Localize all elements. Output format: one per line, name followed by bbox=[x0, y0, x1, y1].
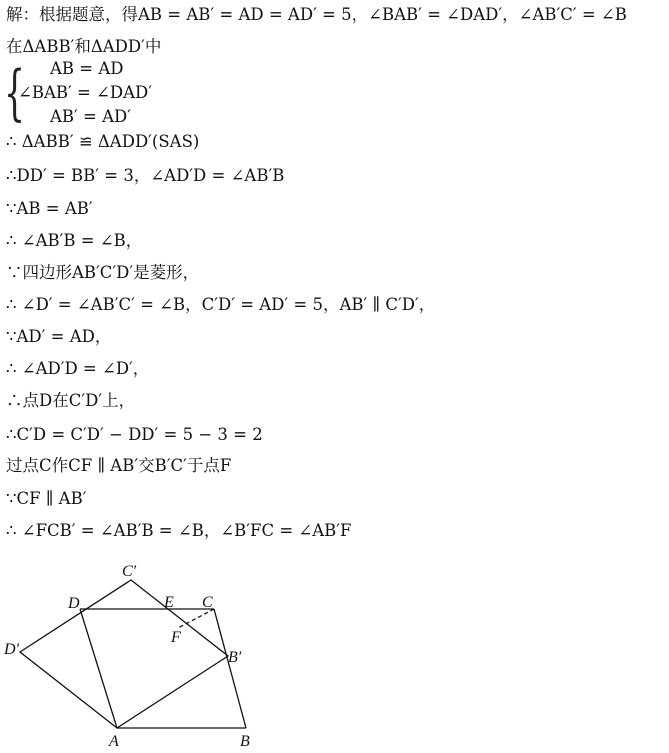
solution-line-11: ∴ ∠D′ = ∠AB′C′ = ∠B，C′D′ = AD′ = 5，AB′ ∥ C′D′， bbox=[6, 295, 436, 314]
solution-line-16: 过点C作CF ∥ AB′交B′C′于点F bbox=[6, 456, 232, 475]
geometry-diagram bbox=[0, 555, 280, 753]
system-brace: { bbox=[4, 58, 26, 128]
solution-line-2: 在ΔABB′和ΔADD′中 bbox=[6, 37, 162, 56]
segment-bc bbox=[214, 609, 246, 728]
rhombus-ab-prime-c-prime-d-prime bbox=[20, 580, 228, 728]
segment-cf-dashed bbox=[178, 609, 214, 628]
solution-line-15: ∴C′D = C′D′ − DD′ = 5 − 3 = 2 bbox=[6, 425, 263, 444]
solution-line-1: 解：根据题意，得AB = AB′ = AD = AD′ = 5，∠BAB′ = ∠DAD′，∠AB′C′ = ∠B bbox=[6, 5, 627, 24]
label-b: B bbox=[240, 733, 250, 750]
solution-line-7: ∴DD′ = BB′ = 3，∠AD′D = ∠AB′B bbox=[6, 166, 285, 185]
label-f: F bbox=[171, 629, 181, 646]
solution-line-4: ∠BAB′ = ∠DAD′ bbox=[18, 83, 152, 102]
solution-line-5: AB′ = AD′ bbox=[50, 107, 131, 126]
solution-line-6: ∴ ΔABB′ ≌ ΔADD′(SAS) bbox=[6, 132, 200, 151]
solution-line-3: AB = AD bbox=[50, 59, 124, 78]
label-d: D bbox=[68, 595, 80, 612]
label-c-prime: C′ bbox=[122, 563, 137, 580]
solution-line-17: ∵CF ∥ AB′ bbox=[6, 489, 87, 508]
solution-line-9: ∴ ∠AB′B = ∠B， bbox=[6, 231, 143, 250]
label-b-prime: B′ bbox=[228, 649, 242, 666]
solution-line-10: ∵四边形AB′C′D′是菱形， bbox=[6, 263, 200, 282]
solution-line-12: ∵AD′ = AD， bbox=[6, 327, 112, 346]
label-a: A bbox=[109, 733, 119, 750]
solution-line-8: ∵AB = AB′ bbox=[6, 199, 93, 218]
label-d-prime: D′ bbox=[4, 641, 20, 658]
solution-line-13: ∴ ∠AD′D = ∠D′， bbox=[6, 359, 150, 378]
label-e: E bbox=[164, 594, 174, 611]
segment-ad bbox=[80, 609, 117, 728]
solution-line-14: ∴点D在C′D′上， bbox=[6, 391, 136, 410]
solution-line-18: ∴ ∠FCB′ = ∠AB′B = ∠B，∠B′FC = ∠AB′F bbox=[6, 521, 352, 540]
label-c: C bbox=[202, 594, 213, 611]
